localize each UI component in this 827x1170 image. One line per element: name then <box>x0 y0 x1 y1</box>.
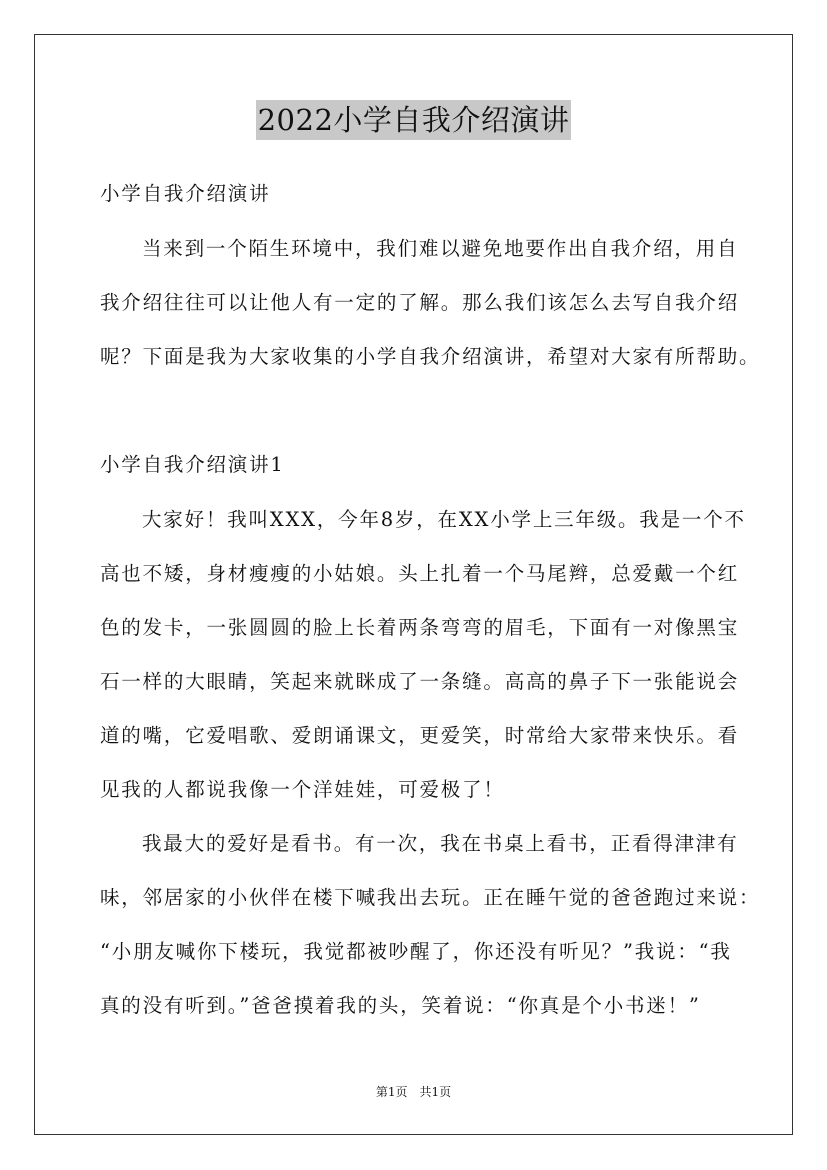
title-container <box>0 100 827 140</box>
paragraph-line: 大家好！我叫XXX，今年8岁，在XX小学上三年级。我是一个不 <box>142 508 746 531</box>
document-title: 2022小学自我介绍演讲 <box>256 100 572 140</box>
section-heading: 小学自我介绍演讲1 <box>100 453 285 476</box>
paragraph-line: 当来到一个陌生环境中，我们难以避免地要作出自我介绍，用自 <box>142 237 739 260</box>
page-footer: 第1页 共1页 <box>375 1085 452 1099</box>
paragraph-line: 高也不矮，身材瘦瘦的小姑娘。头上扎着一个马尾辫，总爱戴一个红 <box>100 562 740 585</box>
paragraph-line: 石一样的大眼睛，笑起来就眯成了一条缝。高高的鼻子下一张能说会 <box>100 670 740 693</box>
paragraph-line: 呢？下面是我为大家收集的小学自我介绍演讲，希望对大家有所帮助。 <box>100 345 761 368</box>
paragraph-line: 真的没有听到。”爸爸摸着我的头，笑着说：“你真是个小书迷！” <box>100 994 701 1017</box>
paragraph-line: 我最大的爱好是看书。有一次，我在书桌上看书，正看得津津有 <box>142 832 739 855</box>
section-heading: 小学自我介绍演讲 <box>100 182 271 205</box>
paragraph-line: “小朋友喊你下楼玩，我觉都被吵醒了，你还没有听见？”我说：“我 <box>100 940 732 963</box>
paragraph-line: 道的嘴，它爱唱歌、爱朗诵课文，更爱笑，时常给大家带来快乐。看 <box>100 724 740 747</box>
paragraph-line: 味，邻居家的小伙伴在楼下喊我出去玩。正在睡午觉的爸爸跑过来说： <box>100 886 761 909</box>
paragraph-line: 色的发卡，一张圆圆的脸上长着两条弯弯的眉毛，下面有一对像黑宝 <box>100 616 740 639</box>
paragraph-line: 我介绍往往可以让他人有一定的了解。那么我们该怎么去写自我介绍 <box>100 291 740 314</box>
paragraph-line: 见我的人都说我像一个洋娃娃，可爱极了！ <box>100 778 505 801</box>
